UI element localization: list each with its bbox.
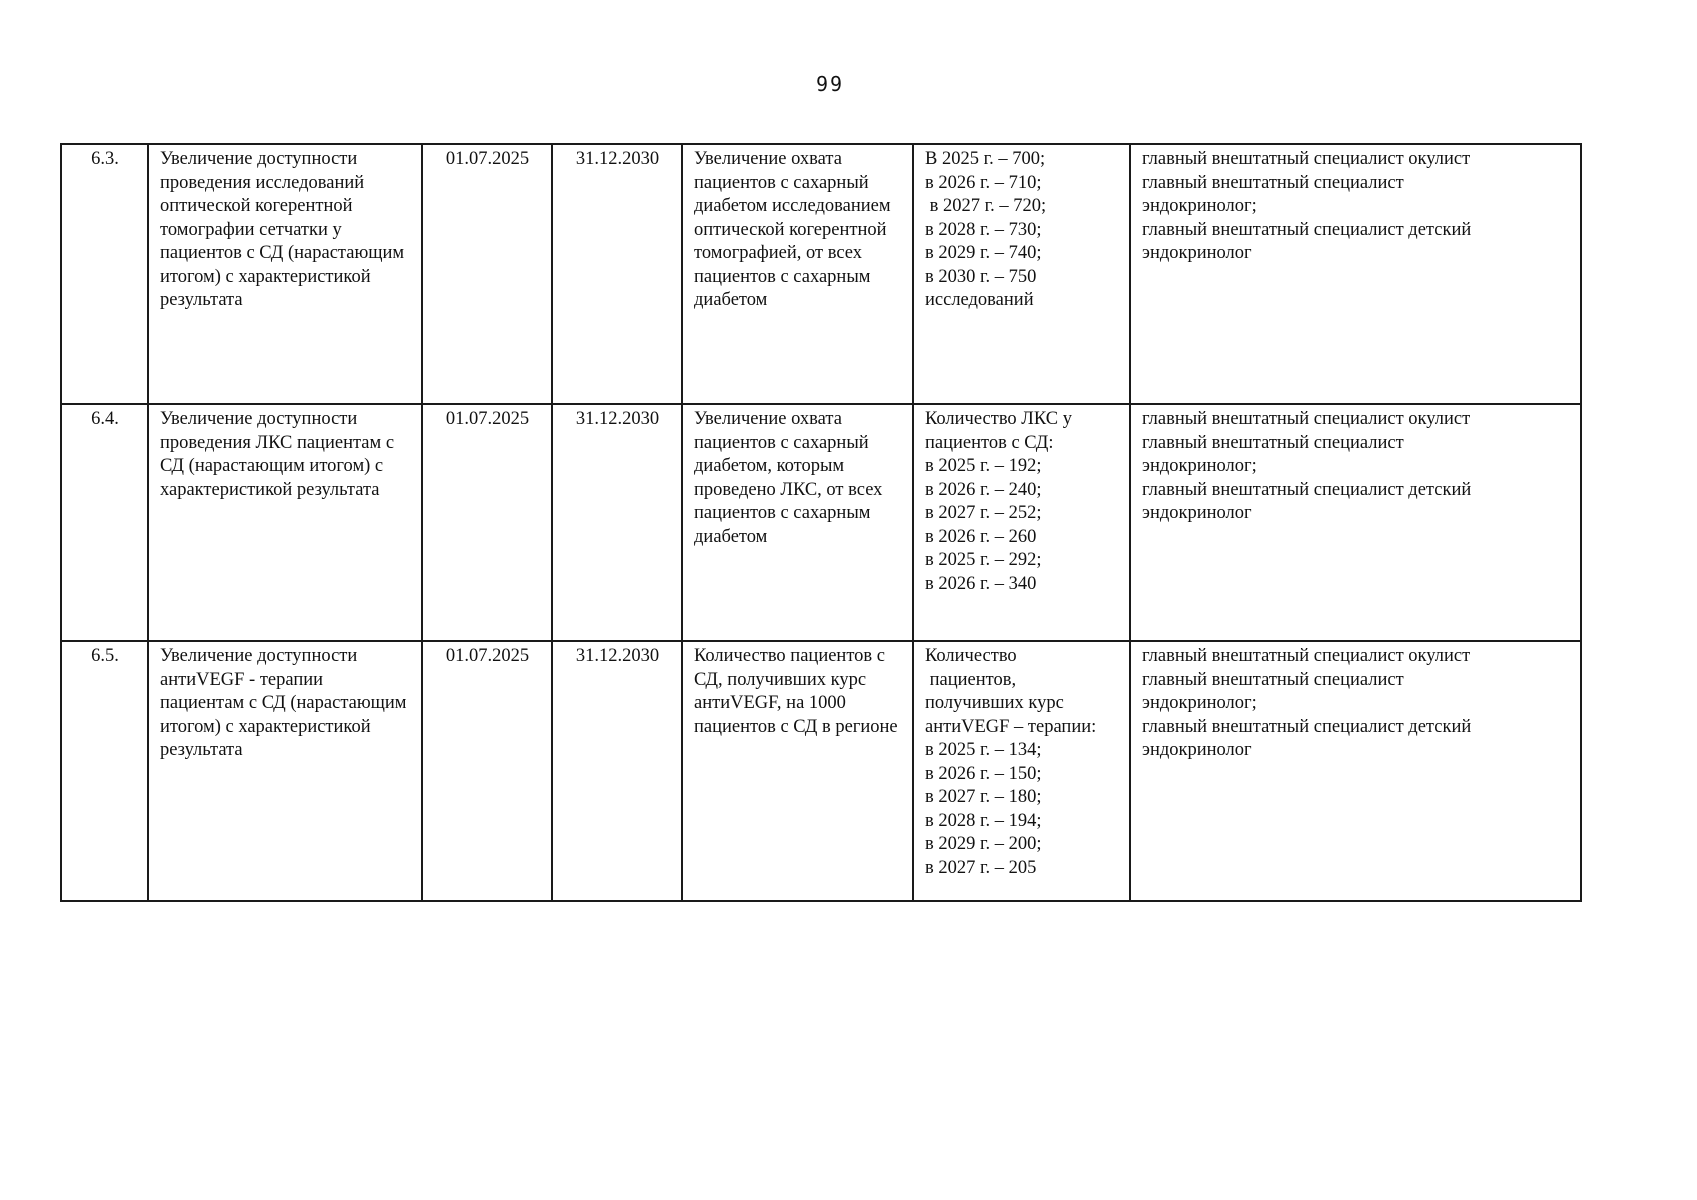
result-cell: Увеличение охвата пациентов с сахарный диабетом исследованием оптической когерентной томографией, от всех пациентов с сахарным диабетом (682, 144, 913, 404)
table-row (61, 144, 1581, 404)
responsible-line: эндокринолог (1142, 243, 1252, 263)
responsible-line: главный внештатный специалист детский (1142, 716, 1472, 737)
end-date-cell: 31.12.2030 (552, 144, 682, 404)
indicator-line: пациентов с СД: (925, 432, 1054, 453)
row-number: 6.4. (61, 404, 148, 641)
start-date-cell: 01.07.2025 (422, 404, 552, 641)
indicator-line: в 2026 г. – 710; (925, 172, 1042, 193)
responsible-cell (1130, 641, 1581, 901)
indicator-cell (913, 144, 1130, 404)
indicator-cell (913, 641, 1130, 901)
page-number: 99 (815, 72, 845, 96)
indicator-line: в 2027 г. – 180; (925, 787, 1042, 807)
measure-cell: Увеличение доступности проведения исследований оптической когерентной томографии сетчатки у пациентов с СД (нарастающим итогом) с характеристикой результата (148, 144, 422, 404)
start-date-cell: 01.07.2025 (422, 144, 552, 404)
indicator-line: антиVEGF – терапии: (925, 716, 1097, 737)
table-row (61, 404, 1581, 641)
indicator-line: в 2030 г. – 750 (925, 266, 1037, 287)
measure-cell: Увеличение доступности антиVEGF - терапии пациентам с СД (нарастающим итогом) с характеристикой результата (148, 641, 422, 901)
responsible-cell (1130, 404, 1581, 641)
indicator-line: в 2028 г. – 730; (925, 219, 1042, 240)
indicator-line: В 2025 г. – 700; (925, 149, 1046, 169)
indicator-line: Количество ЛКС у (925, 409, 1072, 429)
responsible-cell (1130, 144, 1581, 404)
responsible-line: главный внештатный специалист окулист (1142, 646, 1471, 666)
indicator-line: в 2029 г. – 740; (925, 243, 1042, 263)
indicator-line: исследований (925, 290, 1034, 310)
indicator-line: в 2028 г. – 194; (925, 810, 1042, 831)
indicator-cell (913, 404, 1130, 641)
indicator-line: в 2026 г. – 260 (925, 526, 1037, 547)
indicator-line: в 2027 г. – 720; (925, 196, 1047, 216)
responsible-line: эндокринолог; (1142, 456, 1257, 476)
start-date-cell: 01.07.2025 (422, 641, 552, 901)
responsible-line: главный внештатный специалист (1142, 172, 1404, 193)
indicator-line: в 2025 г. – 134; (925, 740, 1042, 760)
responsible-line: главный внештатный специалист (1142, 669, 1404, 690)
responsible-line: главный внештатный специалист детский (1142, 219, 1472, 240)
responsible-line: главный внештатный специалист окулист (1142, 409, 1471, 429)
responsible-line: эндокринолог (1142, 740, 1252, 760)
indicator-line: получивших курс (925, 693, 1064, 713)
end-date-cell: 31.12.2030 (552, 641, 682, 901)
indicator-line: в 2026 г. – 240; (925, 479, 1042, 500)
indicator-line: Количество (925, 646, 1017, 666)
indicator-line: в 2026 г. – 150; (925, 763, 1042, 784)
result-cell: Увеличение охвата пациентов с сахарный диабетом, которым проведено ЛКС, от всех пациентов с сахарным диабетом (682, 404, 913, 641)
indicator-line: в 2026 г. – 340 (925, 573, 1037, 594)
indicator-line: в 2025 г. – 192; (925, 456, 1042, 476)
row-number: 6.5. (61, 641, 148, 901)
responsible-line: главный внештатный специалист детский (1142, 479, 1472, 500)
table-row (61, 641, 1581, 901)
responsible-line: эндокринолог; (1142, 196, 1257, 216)
measures-table (60, 143, 1582, 902)
responsible-line: главный внештатный специалист (1142, 432, 1404, 453)
indicator-line: в 2027 г. – 252; (925, 503, 1042, 523)
end-date-cell: 31.12.2030 (552, 404, 682, 641)
result-cell: Количество пациентов с СД, получивших курс антиVEGF, на 1000 пациентов с СД в регионе (682, 641, 913, 901)
indicator-line: в 2029 г. – 200; (925, 834, 1042, 854)
indicator-line: в 2025 г. – 292; (925, 550, 1042, 570)
responsible-line: главный внештатный специалист окулист (1142, 149, 1471, 169)
indicator-line: пациентов, (925, 669, 1017, 690)
responsible-line: эндокринолог; (1142, 693, 1257, 713)
row-number: 6.3. (61, 144, 148, 404)
measure-cell: Увеличение доступности проведения ЛКС пациентам с СД (нарастающим итогом) с характеристикой результата (148, 404, 422, 641)
indicator-line: в 2027 г. – 205 (925, 857, 1037, 878)
responsible-line: эндокринолог (1142, 503, 1252, 523)
